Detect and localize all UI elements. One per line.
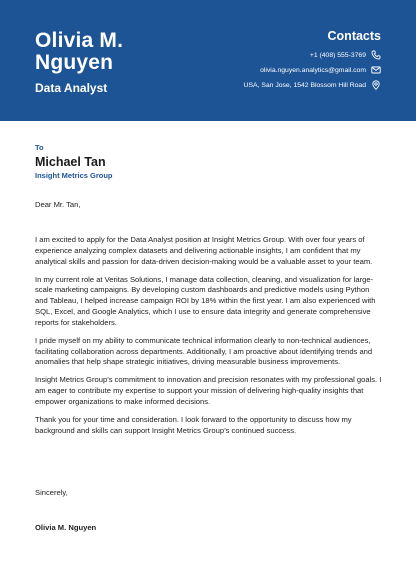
envelope-icon xyxy=(371,65,381,75)
letter-paragraph-3: I pride myself on my ability to communicate technical information clearly to non-technical audiences, facilitating collaboration across departments. Additionally, I am proactive about identifying trends and anomalies that help shape strategic initiatives, driving measurable business improvements. xyxy=(35,335,373,367)
contact-address xyxy=(244,79,381,91)
phone-icon xyxy=(371,50,381,60)
applicant-name xyxy=(35,30,215,74)
email-text[interactable]: olivia.nguyen.analytics@gmail.com xyxy=(260,66,366,74)
letter-paragraph-4: Insight Metrics Group’s commitment to innovation and precision resonates with my professional goals. I am eager to contribute my expertise to support your mission of delivering high-quality insights that empower organizations to make informed decisions. xyxy=(35,375,382,406)
contact-phone[interactable] xyxy=(310,49,381,61)
location-pin-icon xyxy=(371,80,381,90)
letter-paragraph-5: Thank you for your time and consideration. I look forward to the opportunity to discuss how my background and skills can support Insight Metrics Group’s continued success. xyxy=(35,414,352,435)
contact-email[interactable] xyxy=(260,64,381,76)
salutation: Dear Mr. Tan, xyxy=(35,200,81,209)
letter-paragraph-1: I am excited to apply for the Data Analyst position at Insight Metrics Group. With over four years of experience analyzing complex datasets and delivering actionable insights, I am confident that my analytical skills and passion for data-driven decision-making would be a valuable asset to your team. xyxy=(35,235,373,266)
recipient-company: Insight Metrics Group xyxy=(35,171,113,180)
recipient-name: Michael Tan xyxy=(35,155,106,169)
phone-text[interactable]: +1 (408) 555-3769 xyxy=(309,51,366,59)
resume-header xyxy=(0,0,416,121)
applicant-role: Data Analyst xyxy=(35,81,108,95)
applicant-name-line2: Nguyen xyxy=(35,51,114,74)
closing: Sincerely, xyxy=(35,488,68,497)
contacts-heading: Contacts xyxy=(327,29,381,43)
address-text: USA, San Jose, 1542 Blossom Hill Road xyxy=(243,81,366,89)
to-label: To xyxy=(35,143,44,152)
signature: Olivia M. Nguyen xyxy=(35,523,97,532)
letter-body xyxy=(35,235,383,444)
letter-paragraph-2: In my current role at Veritas Solutions, I manage data collection, cleaning, and visualization for large-scale marketing campaigns. By developing custom dashboards and predictive models using Python and Tableau, I helped increase campaign ROI by 18% within the first year. I am also experienced with SQL, Excel, and Google Analytics, which I use to ensure data integrity and generate comprehensive reports for stakeholders. xyxy=(35,274,376,327)
applicant-name-line1: Olivia M. xyxy=(35,29,124,52)
